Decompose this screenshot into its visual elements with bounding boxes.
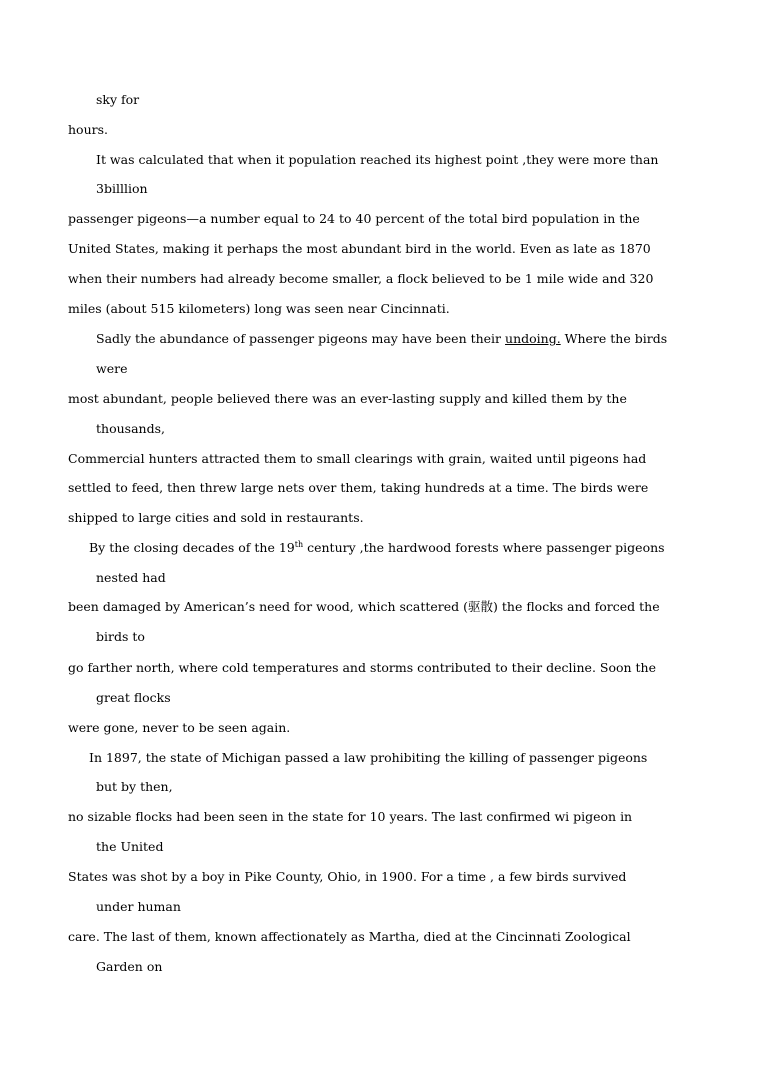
text-line: when their numbers had already become smaller, a flock believed to be 1 mile wide and 320 xyxy=(68,271,654,286)
text-line: under human xyxy=(96,899,181,914)
text-line: States was shot by a boy in Pike County, Ohio, in 1900. For a time , a few birds survived xyxy=(68,869,627,884)
text-line: been damaged by American’s need for wood, which scattered (驱散) the flocks and forced the xyxy=(68,599,660,614)
text-line: Garden on xyxy=(96,959,163,974)
text-line: thousands, xyxy=(96,421,165,436)
text-line: no sizable flocks had been seen in the state for 10 years. The last confirmed wi pigeon in xyxy=(68,809,633,824)
text-segment: century ,the hardwood forests where passenger pigeons xyxy=(303,540,665,555)
text-line: Commercial hunters attracted them to small clearings with grain, waited until pigeons had xyxy=(68,451,647,466)
text-line: sky for xyxy=(96,92,140,107)
text-segment: Where the birds xyxy=(560,331,668,346)
text-line: most abundant, people believed there was an ever-lasting supply and killed them by the xyxy=(68,391,627,406)
underlined-word: undoing. xyxy=(505,331,561,346)
text-line xyxy=(89,540,665,556)
text-line: birds to xyxy=(96,629,145,644)
text-line: but by then, xyxy=(96,779,173,794)
text-line: were xyxy=(96,361,128,376)
superscript: th xyxy=(294,540,304,549)
text-line: settled to feed, then threw large nets over them, taking hundreds at a time. The birds were xyxy=(68,480,649,495)
text-line: the United xyxy=(96,839,164,854)
text-line: miles (about 515 kilometers) long was seen near Cincinnati. xyxy=(68,301,450,316)
text-line: passenger pigeons—a number equal to 24 to 40 percent of the total bird population in the xyxy=(68,211,640,226)
text-line: shipped to large cities and sold in restaurants. xyxy=(68,510,364,525)
text-line: great flocks xyxy=(96,690,171,705)
text-segment: By the closing decades of the 19 xyxy=(89,540,295,555)
text-line: It was calculated that when it population reached its highest point ,they were more than xyxy=(96,152,659,167)
text-line: In 1897, the state of Michigan passed a law prohibiting the killing of passenger pigeons xyxy=(89,750,648,765)
text-line xyxy=(96,331,667,347)
text-line: care. The last of them, known affectionately as Martha, died at the Cincinnati Zoological xyxy=(68,929,631,944)
text-line: nested had xyxy=(96,570,166,585)
text-segment: Sadly the abundance of passenger pigeons may have been their xyxy=(96,331,506,346)
text-line: United States, making it perhaps the most abundant bird in the world. Even as late as 1870 xyxy=(68,241,651,256)
text-line: 3billlion xyxy=(96,181,148,196)
text-line: were gone, never to be seen again. xyxy=(68,720,291,735)
text-line: go farther north, where cold temperatures and storms contributed to their decline. Soon the xyxy=(68,660,656,675)
text-line: hours. xyxy=(68,122,108,137)
